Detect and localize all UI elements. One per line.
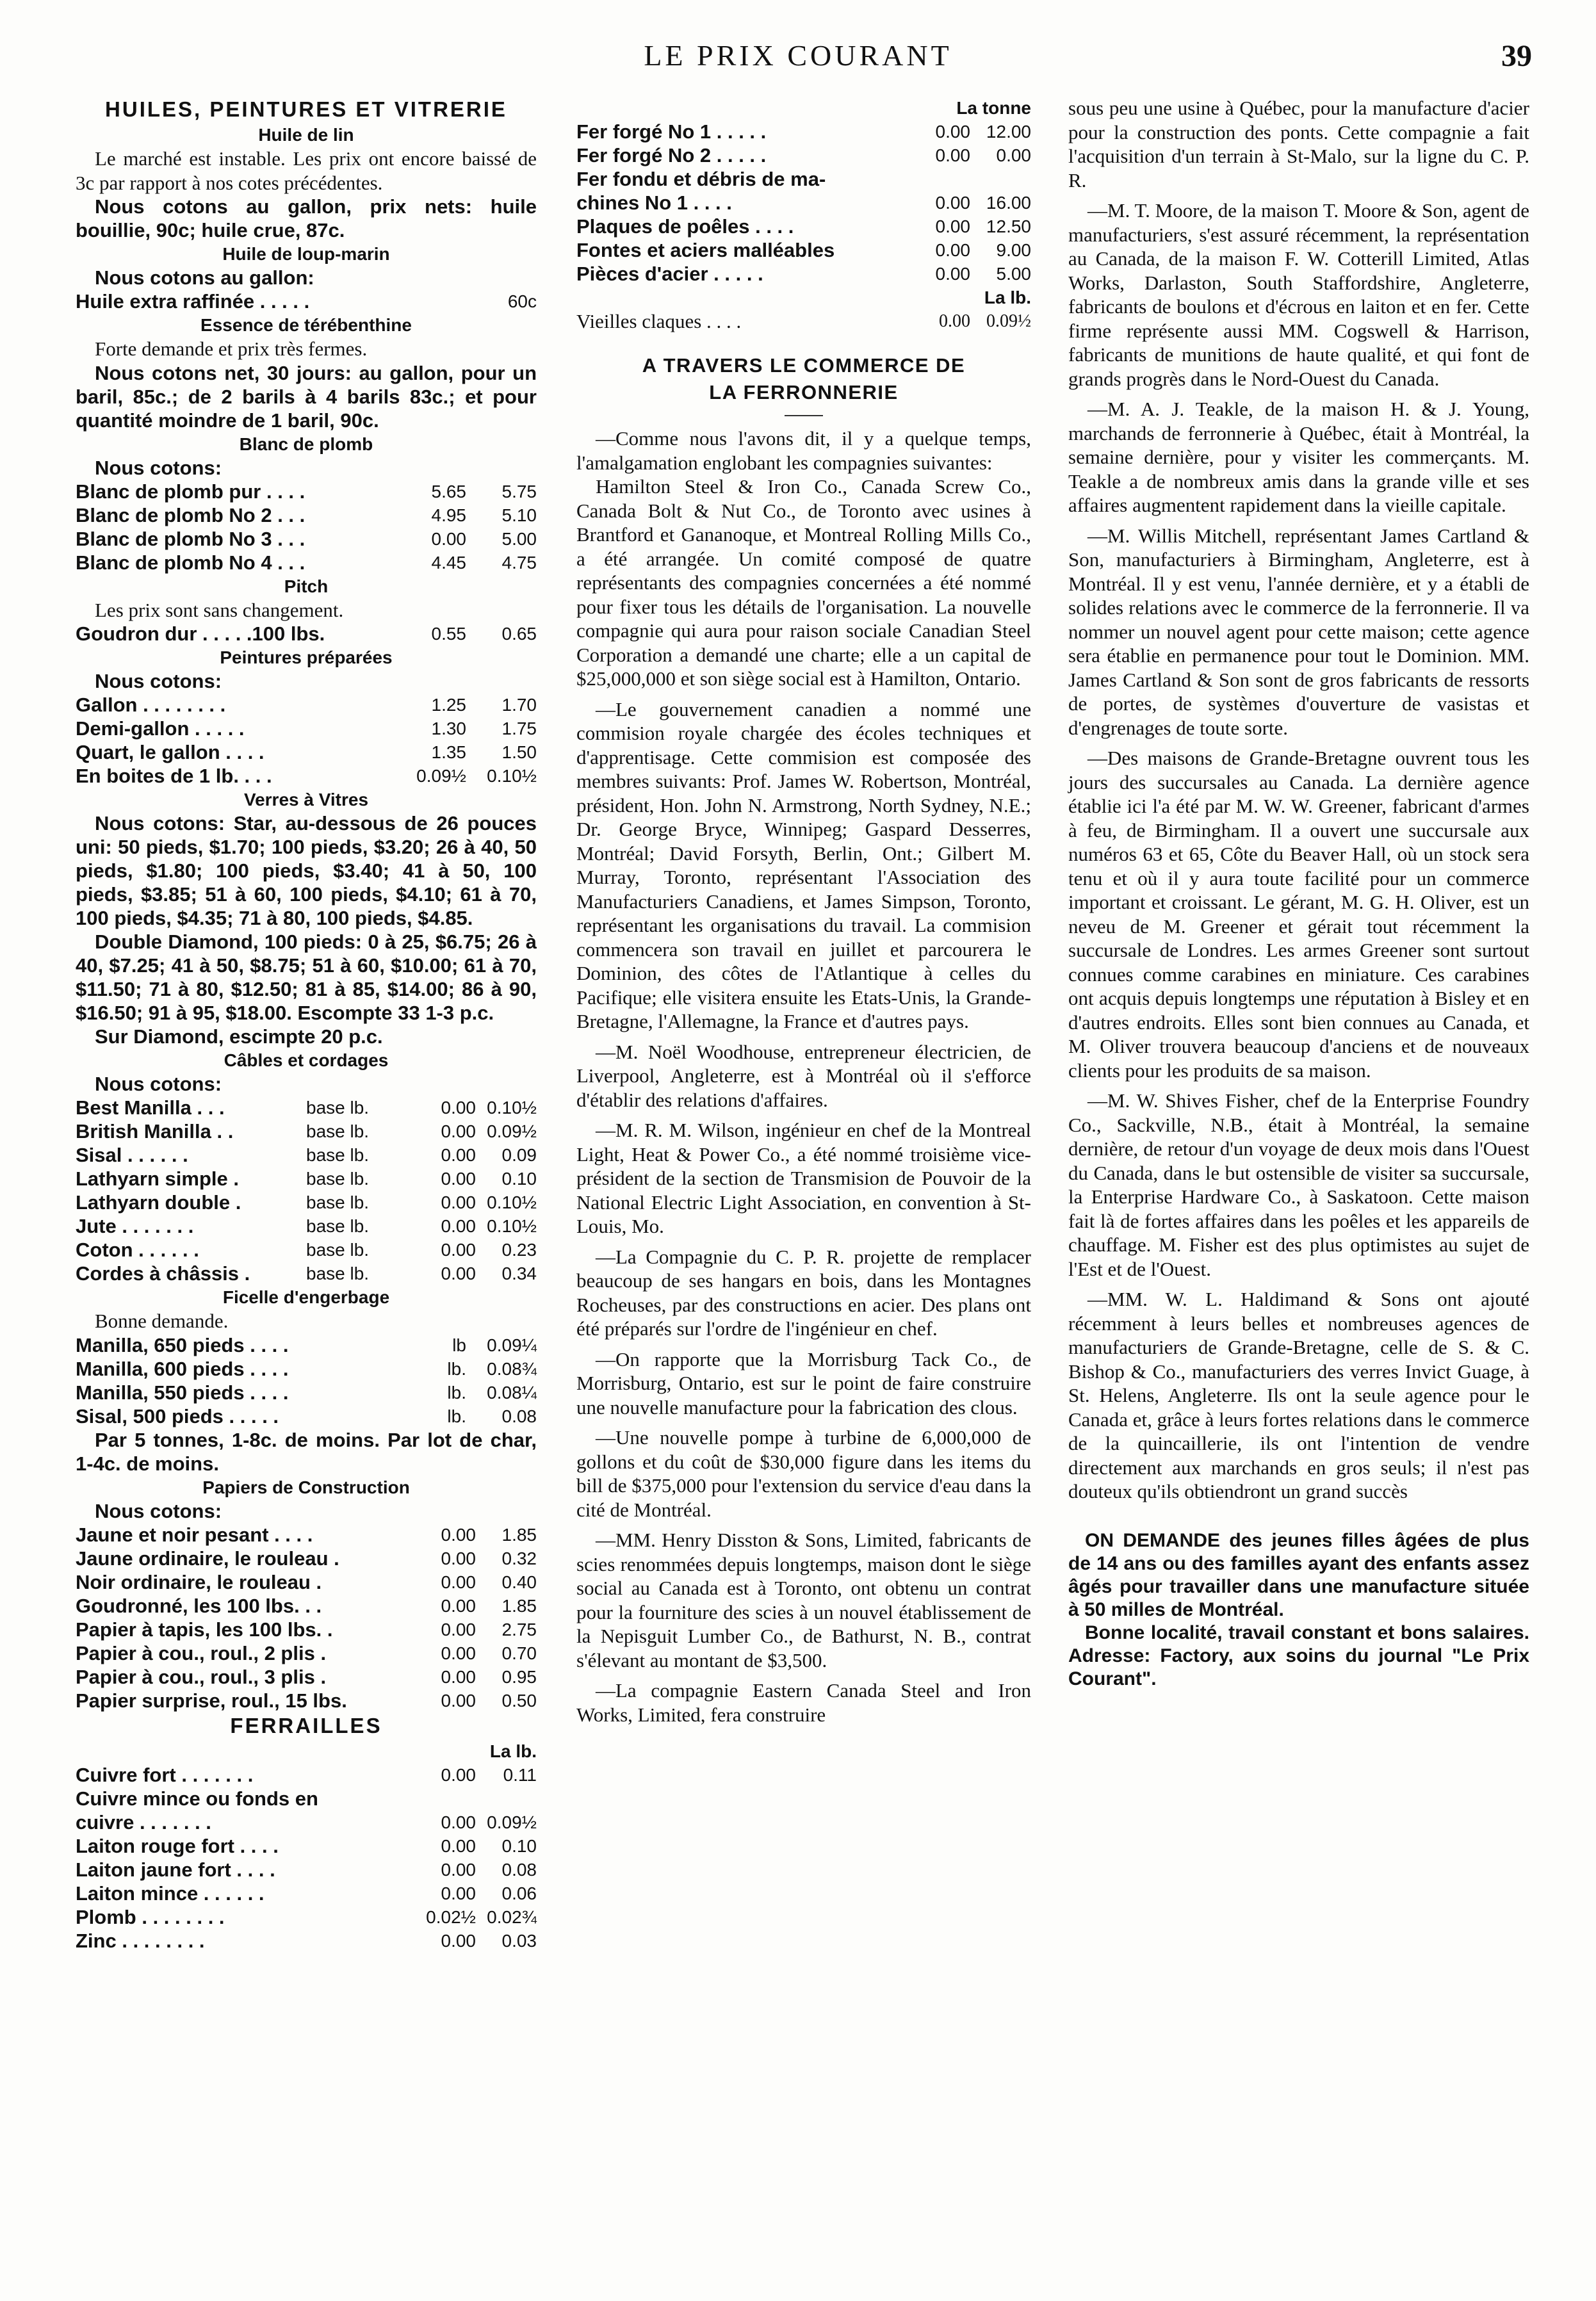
price-low: 0.00 — [441, 1835, 476, 1856]
price-low: 0.00 — [935, 193, 970, 213]
price-row — [76, 1523, 537, 1547]
price-high: 9.00 — [996, 240, 1031, 260]
price-value: 60c — [507, 291, 537, 311]
price-label: Manilla, 550 pieds . . . . — [76, 1381, 289, 1404]
price-low: 0.00 — [441, 1619, 476, 1639]
price-low: 0.00 — [441, 1548, 476, 1568]
article-paragraph: —La Compagnie du C. P. R. projette de remplacer beaucoup de ses hangars en bois, dans les Montagnes Rocheuses, par des constructions en acier. Des plans ont été préparés sur l'ordre de l'ingénieur en chef. — [576, 1245, 1031, 1340]
paragraph: Nous cotons: — [95, 1073, 222, 1095]
price-row — [76, 1357, 537, 1381]
subheading-ficelle: Ficelle d'engerbage — [222, 1287, 390, 1307]
unit-header: La tonne — [956, 98, 1031, 118]
column-1 — [76, 96, 537, 1953]
price-low: 0.00 — [935, 216, 970, 236]
price-row — [76, 289, 537, 313]
price-label: Fer forgé No 1 . . . . . — [576, 120, 767, 143]
price-low: 0.00 — [441, 1595, 476, 1616]
price-low: 4.95 — [431, 505, 466, 525]
price-high: 0.10½ — [487, 1216, 537, 1236]
price-row — [76, 717, 537, 740]
price-high: 0.08 — [501, 1859, 537, 1880]
subheading-huile-lin: Huile de lin — [258, 125, 354, 145]
price-row — [76, 740, 537, 764]
price-row — [76, 1905, 537, 1929]
paragraph: Nous cotons au gallon, prix nets: huile bouillie, 90c; huile crue, 87c. — [76, 195, 537, 241]
price-label: Demi-gallon . . . . . — [76, 717, 245, 740]
article-paragraph: —MM. Henry Disston & Sons, Limited, fabricants de scies renommées depuis longtemps, maison dont le siège social au Canada est à Toronto, ont obtenu un contrat pour la fourniture des scies à un nouvel établissement de la Nepisguit Lumber Co., de Bathurst, N. B., contrat s'élevant au montant de $3,500. — [576, 1529, 1031, 1671]
paragraph: Nous cotons au gallon: — [95, 266, 314, 289]
price-row — [76, 551, 537, 574]
price-label: Plomb . . . . . . . . — [76, 1905, 225, 1928]
price-high: 12.00 — [986, 122, 1031, 142]
article-paragraph: —M. T. Moore, de la maison T. Moore & Son, agent de manufacturiers, s'est assuré récemment, la représentation au Canada, de la maison F. W. Cotterill Limited, Atlas Works, Darlaston, South Staffordshire, Angleterre, fabricants de boulons et d'écrous en laiton et en fer. Cette firme représente aussi MM. Cogswell & Harrison, fabricants de munitions de haute qualité, et qui font de grands progrès dans le Nord-Ouest du Canada. — [1068, 199, 1529, 390]
price-high: 0.40 — [501, 1572, 537, 1592]
price-low: 1.35 — [431, 742, 466, 762]
paragraph: Nous cotons: — [95, 1499, 222, 1522]
price-label: Cordes à châssis . — [76, 1262, 250, 1285]
price-row — [76, 1191, 537, 1214]
divider — [785, 415, 823, 416]
price-low: 0.00 — [935, 122, 970, 142]
price-label: Fontes et aciers malléables — [576, 239, 835, 261]
price-high: 5.00 — [501, 528, 537, 549]
paragraph: Nous cotons: — [95, 456, 222, 479]
price-row — [576, 167, 1031, 191]
article-paragraph: —M. W. Shives Fisher, chef de la Enterprise Foundry Co., Sackville, N.B., était à Montréal, la semaine dernière, de retour d'un voyage de deux mois dans l'Ouest du Canada, dans le but ostensible de visiter sa succursale, la Enterprise Hardware Co., à Saskatoon. Cette maison fait là de fortes affaires dans les poêles et les appareils de chauffage. M. Fisher est des plus optimistes au sujet de l'Est et de l'Ouest. — [1068, 1089, 1529, 1280]
price-label: Fer forgé No 2 . . . . . — [576, 144, 767, 167]
price-low: 0.00 — [935, 145, 970, 165]
price-row — [76, 1882, 537, 1905]
price-high: 0.95 — [501, 1666, 537, 1687]
subheading-huile-loup-marin: Huile de loup-marin — [222, 244, 390, 264]
paragraph: Les prix sont sans changement. — [95, 598, 344, 621]
price-value: 0.08¾ — [487, 1358, 537, 1379]
price-row — [76, 527, 537, 551]
price-high: 16.00 — [986, 193, 1031, 213]
price-label: Best Manilla . . . — [76, 1096, 225, 1119]
price-high: 2.75 — [501, 1619, 537, 1639]
price-table-ferrailles — [76, 1763, 537, 1953]
classified-ad — [1068, 1529, 1529, 1691]
price-low: 0.00 — [441, 1264, 476, 1283]
price-high: 0.23 — [501, 1240, 537, 1260]
price-high: 12.50 — [986, 216, 1031, 236]
price-row — [576, 143, 1031, 167]
price-label: Laiton jaune fort . . . . — [76, 1858, 275, 1881]
price-label: Jaune ordinaire, le rouleau . — [76, 1547, 339, 1570]
price-unit: base lb. — [306, 1264, 370, 1283]
price-low: 0.00 — [441, 1121, 476, 1141]
price-high — [476, 1787, 537, 1810]
price-row — [76, 503, 537, 527]
price-high — [970, 167, 1031, 191]
price-row — [76, 1143, 537, 1167]
price-high: 0.10½ — [487, 1192, 537, 1212]
price-low: 0.00 — [441, 1192, 476, 1212]
price-table-ferrailles-tonne — [576, 120, 1031, 286]
article-paragraph: —M. Noël Woodhouse, entrepreneur électricien, de Liverpool, Angleterre, est à Montréal où il s'efforce d'établir des relations d'affaires. — [576, 1040, 1031, 1111]
price-high: 4.75 — [501, 552, 537, 573]
price-low: 1.25 — [431, 695, 466, 715]
price-low — [415, 1787, 476, 1810]
price-value: 0.09¼ — [487, 1335, 537, 1355]
paragraph: Sur Diamond, escimpte 20 p.c. — [95, 1025, 383, 1048]
article-paragraph: —M. R. M. Wilson, ingénieur en chef de la Montreal Light, Heat & Power Co., a été nommé troisième vice-président de la section de Transmision de Pouvoir de la National Electric Light Association, en convention à St-Louis, Mo. — [576, 1119, 1031, 1237]
price-low: 5.65 — [431, 481, 466, 501]
price-low: 0.00 — [441, 1216, 476, 1236]
price-row — [76, 1810, 537, 1834]
price-high: 0.65 — [501, 624, 537, 644]
price-low: 0.00 — [441, 1524, 476, 1545]
price-row — [76, 1618, 537, 1641]
price-label: chines No 1 . . . . — [576, 191, 732, 214]
paragraph: Nous cotons: Star, au-dessous de 26 pouces uni: 50 pieds, $1.70; 100 pieds, $3.20; 26 à 40, 50 pieds, $1.80; 100 pieds, $3.40; 41 à 50, 100 pieds, $3.85; 51 à 60, 100 pieds, $4.10; 61 à 70, 100 pieds, $4.35; 71 à 80, 100 pieds, $4.85. — [76, 812, 537, 929]
section-title-ferrailles: FERRAILLES — [230, 1713, 382, 1737]
paragraph: Forte demande et prix très fermes. — [95, 337, 368, 360]
article-paragraph: Hamilton Steel & Iron Co., Canada Screw Co., Canada Bolt & Nut Co., de Toronto avec usines à Brantford et Gananoque, et Montreal Rolling Mills Co., a été arrangée. Un comité composé de quatre représentants des compagnies concernées a été nommé pour fixer tous les détails de l'organisation. La nouvelle compagnie qui aura pour raison sociale Canadian Steel Corporation a demandé une charte; elle a un capital de $25,000,000 et son siège social est à Hamilton, Ontario. — [576, 475, 1031, 690]
price-row — [76, 764, 537, 788]
price-label: Plaques de poêles . . . . — [576, 215, 794, 238]
price-low: 0.00 — [431, 528, 466, 549]
price-label: Pièces d'acier . . . . . — [576, 263, 763, 285]
paragraph: Nous cotons net, 30 jours: au gallon, pour un baril, 85c.; de 2 barils à 4 barils 83c.; et pour quantité moindre de 1 baril, 90c. — [76, 361, 537, 432]
subheading-peintures: Peintures préparées — [220, 647, 393, 667]
price-low — [909, 167, 970, 191]
price-low: 0.00 — [441, 1764, 476, 1785]
price-row — [76, 1404, 537, 1428]
price-row — [76, 1238, 537, 1262]
price-row — [76, 1929, 537, 1953]
price-row — [76, 1119, 537, 1143]
price-high: 0.02¾ — [487, 1907, 537, 1927]
price-label: Papier surprise, roul., 15 lbs. — [76, 1689, 347, 1712]
price-row — [76, 1763, 537, 1787]
price-label: Noir ordinaire, le rouleau . — [76, 1570, 322, 1593]
price-table-ficelle — [76, 1333, 537, 1428]
price-high: 0.06 — [501, 1883, 537, 1903]
price-high: 0.50 — [501, 1690, 537, 1711]
price-low: 0.00 — [935, 264, 970, 284]
price-high: 0.03 — [501, 1930, 537, 1951]
price-unit: lb — [452, 1335, 466, 1355]
price-high: 0.70 — [501, 1643, 537, 1663]
article-paragraph: —M. A. J. Teakle, de la maison H. & J. Young, marchands de ferronnerie à Québec, était à Montréal, la semaine dernière, pour y visiter les commerçants. M. Teakle a de nombreux amis dans la grande ville et ses affaires augmentent rapidement dans la vieille capitale. — [1068, 398, 1529, 516]
price-low: 0.00 — [441, 1572, 476, 1592]
column-3 — [1068, 96, 1529, 1691]
price-label: Sisal . . . . . . — [76, 1144, 188, 1166]
paragraph: Le marché est instable. Les prix ont encore baissé de 3c par rapport à nos cotes précédentes. — [76, 147, 537, 194]
price-value: 0.08¼ — [487, 1382, 537, 1403]
unit-header: La lb. — [984, 288, 1031, 307]
price-unit: lb. — [447, 1382, 466, 1403]
price-unit: base lb. — [306, 1192, 370, 1212]
journal-title: LE PRIX COURANT — [644, 39, 952, 72]
price-high: 0.09½ — [487, 1812, 537, 1832]
price-low: 0.00 — [441, 1859, 476, 1880]
price-low: 0.55 — [431, 624, 466, 644]
price-label: British Manilla . . — [76, 1120, 234, 1142]
price-low: 0.00 — [441, 1690, 476, 1711]
price-low: 0.00 — [935, 240, 970, 260]
price-high: 0.00 — [996, 145, 1031, 165]
price-label: Goudron dur . . . . .100 lbs. — [76, 622, 325, 645]
price-low: 0.00 — [441, 1145, 476, 1165]
price-unit: base lb. — [306, 1216, 370, 1236]
unit-header: La lb. — [489, 1741, 537, 1761]
price-label: Laiton mince . . . . . . — [76, 1882, 265, 1905]
price-label: Fer fondu et débris de ma- — [576, 168, 826, 190]
price-high: 0.11 — [503, 1764, 537, 1785]
price-row — [576, 309, 1031, 333]
price-unit: base lb. — [306, 1145, 370, 1165]
paragraph: Double Diamond, 100 pieds: 0 à 25, $6.75; 26 à 40, $7.25; 41 à 50, $8.75; 51 à 60, $10.00; 61 à 70, $11.50; 71 à 80, $12.50; 81 à 85, $14.00; 86 à 90, $16.50; 91 à 95, $18.00. Escompte 33 1-3 p.c. — [76, 931, 537, 1024]
price-row — [76, 1641, 537, 1665]
article-paragraph: —La compagnie Eastern Canada Steel and Iron Works, Limited, fera construire — [576, 1679, 1031, 1726]
price-high: 1.85 — [501, 1595, 537, 1616]
price-label: Vieilles claques . . . . — [576, 310, 742, 332]
price-low: 0.00 — [441, 1930, 476, 1951]
article-paragraph: —Le gouvernement canadien a nommé une commision royale chargée des écoles techniques et d'apprentisage. Cette commision est composée des membres suivants: Prof. James W. Robertson, Montréal, président, Hon. John N. Armstrong, North Sydney, N.E.; Dr. George Bryce, Winnipeg; Gaspard Desserres, Montréal; David Forsyth, Berlin, Ont.; Gilbert M. Murray, Toronto, représentant l'Association des Manufacturiers Canadiens, et James Simpson, Toronto, représentant les organisations du travail. La commision commencera son travail en juillet et parcourera le Dominion, des côtes de l'Atlantique à celles du Pacifique; elle visitera ensuite les Etats-Unis, la Grande-Bretagne, l'Allemagne, la France et d'autres pays. — [576, 697, 1031, 1032]
price-row — [76, 1381, 537, 1404]
price-high: 1.50 — [501, 742, 537, 762]
price-high: 5.75 — [501, 481, 537, 501]
price-low: 0.02½ — [426, 1907, 476, 1927]
column-2 — [576, 96, 1031, 1727]
price-label: Manilla, 650 pieds . . . . — [76, 1333, 289, 1356]
price-label: Manilla, 600 pieds . . . . — [76, 1357, 289, 1380]
price-table-peintures — [76, 693, 537, 788]
price-low: 0.00 — [441, 1098, 476, 1118]
price-low: 0.00 — [441, 1812, 476, 1832]
subheading-verres: Verres à Vitres — [243, 790, 369, 809]
price-table-papiers — [76, 1523, 537, 1712]
price-row — [76, 1262, 537, 1285]
price-low: 0.00 — [441, 1169, 476, 1189]
article-paragraph: —Des maisons de Grande-Bretagne ouvrent tous les jours des succursales au Canada. La dernière agence établie ici l'a été par M. W. W. Greener, fabricant d'armes à feu, de Birmingham. Il a ouvert une succursale aux numéros 63 et 65, Côte du Beaver Hall, où un stock sera tenu et où il y aura toute facilité pour un commerce important et croissant. Le gérant, M. G. H. Oliver, est un neveu de M. Greener et gérait tout récemment la succursale de Londres. Les armes Greener sont surtout connues comme carabines en miniature. Ces carabines ont acquis depuis longtemps une réputation à Bisley et en d'autres endroits. Elles sont bien connues au Canada, et M. Oliver trouvera beaucoup d'anciens et de nouveaux clients pour les produits de sa maison. — [1068, 747, 1529, 1082]
price-table-blanc-plomb — [76, 480, 537, 574]
price-row — [576, 262, 1031, 286]
article-paragraph: —M. Willis Mitchell, représentant James Cartland & Son, manufacturiers à Birmingham, Angleterre, est à Montréal. Il y est venu, l'année dernière, et y a établi de solides relations avec le commerce de la ferronnerie. Il va nommer un nouvel agent pour cette maison; cette agence sera établie en permanence pour tout le Dominion. MM. James Cartland & Son sont de gros fabricants de ressorts de portes, de systèmes d'ouverture de vasistas et d'engrenages de toute sorte. — [1068, 524, 1529, 739]
price-label: Goudronné, les 100 lbs. . . — [76, 1594, 322, 1617]
price-high: 5.10 — [501, 505, 537, 525]
price-row — [76, 480, 537, 503]
price-label: Papier à cou., roul., 2 plis . — [76, 1641, 327, 1664]
ad-paragraph: ON DEMANDE des jeunes filles âgées de plus de 14 ans ou des familles ayant des enfants assez âgés pour travailler dans une manufacture située à 50 milles de Montréal. — [1068, 1529, 1529, 1620]
price-label: Cuivre fort . . . . . . . — [76, 1763, 254, 1786]
subheading-papiers: Papiers de Construction — [202, 1477, 410, 1497]
page-header — [0, 38, 1596, 83]
price-label: Laiton rouge fort . . . . — [76, 1834, 279, 1857]
section-title-huiles: HUILES, PEINTURES ET VITRERIE — [105, 97, 507, 121]
price-high: 0.10½ — [487, 766, 537, 786]
price-label: Jute . . . . . . . — [76, 1215, 194, 1237]
price-row — [76, 1665, 537, 1689]
price-row — [576, 191, 1031, 215]
price-label: Blanc de plomb No 3 . . . — [76, 527, 305, 550]
price-label: Blanc de plomb pur . . . . — [76, 480, 305, 503]
price-label: Lathyarn double . — [76, 1191, 241, 1214]
paragraph: Par 5 tonnes, 1-8c. de moins. Par lot de char, 1-4c. de moins. — [76, 1428, 537, 1475]
price-high: 0.10 — [501, 1835, 537, 1856]
price-low: 0.00 — [939, 311, 970, 331]
price-label: cuivre . . . . . . . — [76, 1810, 211, 1833]
price-row — [576, 238, 1031, 262]
price-table-cables — [76, 1096, 537, 1285]
price-label: Quart, le gallon . . . . — [76, 741, 265, 763]
price-unit: lb. — [447, 1358, 466, 1379]
price-label: En boites de 1 lb. . . . — [76, 765, 272, 787]
price-low: 4.45 — [431, 552, 466, 573]
price-row — [76, 1834, 537, 1858]
price-high: 1.70 — [501, 695, 537, 715]
section-title-ferronnerie: LA FERRONNERIE — [709, 381, 899, 403]
price-label: Gallon . . . . . . . . — [76, 694, 226, 716]
price-row — [76, 622, 537, 646]
price-high: 0.34 — [501, 1264, 537, 1283]
price-unit: base lb. — [306, 1121, 370, 1141]
price-row — [76, 1333, 537, 1357]
price-label: Cuivre mince ou fonds en — [76, 1787, 318, 1810]
section-title-travers: A TRAVERS LE COMMERCE DE — [642, 354, 966, 377]
price-label: Zinc . . . . . . . . — [76, 1929, 205, 1952]
price-unit: base lb. — [306, 1169, 370, 1189]
price-row — [76, 1858, 537, 1882]
price-row — [576, 215, 1031, 238]
price-label: Huile extra raffinée . . . . . — [76, 290, 310, 313]
price-label: Coton . . . . . . — [76, 1239, 199, 1261]
price-row — [76, 1787, 537, 1810]
price-high: 0.10½ — [487, 1098, 537, 1118]
price-label: Lathyarn simple . — [76, 1167, 239, 1190]
article-paragraph: —Une nouvelle pompe à turbine de 6,000,000 de gollons et du coût de $30,000 figure dans les items du bill de $375,000 pour l'extension du service d'eau dans la cité de Montréal. — [576, 1426, 1031, 1521]
subheading-pitch: Pitch — [284, 576, 329, 596]
price-label: Blanc de plomb No 4 . . . — [76, 551, 305, 574]
ad-paragraph: Bonne localité, travail constant et bons salaires. Adresse: Factory, aux soins du journal "Le Prix Courant". — [1068, 1622, 1529, 1689]
price-row — [76, 1594, 537, 1618]
price-row — [76, 1214, 537, 1238]
price-high: 0.32 — [501, 1548, 537, 1568]
price-high: 0.09 — [501, 1145, 537, 1165]
paragraph: Bonne demande. — [95, 1310, 229, 1332]
price-unit: base lb. — [306, 1098, 370, 1118]
price-high: 0.09½ — [487, 1121, 537, 1141]
price-high: 0.10 — [501, 1169, 537, 1189]
article-paragraph: —Comme nous l'avons dit, il y a quelque temps, l'amalgamation englobant les compagnies suivantes: — [576, 427, 1031, 474]
price-value: 0.08 — [501, 1406, 537, 1426]
price-low: 0.00 — [441, 1883, 476, 1903]
price-row — [76, 1570, 537, 1594]
price-high: 1.75 — [501, 719, 537, 738]
price-low: 0.00 — [441, 1643, 476, 1663]
price-label: Blanc de plomb No 2 . . . — [76, 503, 305, 526]
price-high: 5.00 — [996, 264, 1031, 284]
price-unit: lb. — [447, 1406, 466, 1426]
price-label: Papier à cou., roul., 3 plis . — [76, 1665, 327, 1688]
article-paragraph: sous peu une usine à Québec, pour la manufacture d'acier pour la construction des ponts. Cette compagnie a fait l'acquisition d'un terrain à St-Malo, sur la ligne du C. P. R. — [1068, 97, 1529, 191]
article-paragraph: —MM. W. L. Haldimand & Sons ont ajouté récemment à leurs belles et nombreuses agences de manufacturiers de Grande-Bretagne, celle de S. & C. Bishop & Co., manufacturiers des verres Invict Guage, à St. Helens, Angleterre. Ils ont la seule agence pour le Canada et, grâce à leurs fortes relations dans le commerce de la quincaillerie, ils ont l'intention de vendre directement aux marchands en gros seuls; il n'est pas douteux qu'ils obtiendront un grand succès — [1068, 1288, 1529, 1502]
price-label: Sisal, 500 pieds . . . . . — [76, 1404, 279, 1427]
subheading-cables: Câbles et cordages — [224, 1050, 389, 1070]
price-row — [576, 120, 1031, 143]
price-unit: base lb. — [306, 1240, 370, 1260]
price-row — [76, 693, 537, 717]
subheading-blanc-de-plomb: Blanc de plomb — [239, 434, 373, 454]
price-low: 0.09½ — [416, 766, 466, 786]
price-high: 1.85 — [501, 1524, 537, 1545]
price-low: 0.00 — [441, 1240, 476, 1260]
article-paragraph: —On rapporte que la Morrisburg Tack Co., de Morrisburg, Ontario, est sur le point de faire construire une nouvelle manufacture pour la fabrication des clous. — [576, 1347, 1031, 1419]
price-label: Papier à tapis, les 100 lbs. . — [76, 1618, 333, 1641]
price-row — [76, 1689, 537, 1712]
price-row — [76, 1547, 537, 1570]
subheading-terebenthine: Essence de térébenthine — [200, 315, 412, 335]
price-row — [76, 1096, 537, 1119]
price-row — [76, 1167, 537, 1191]
price-low: 0.00 — [441, 1666, 476, 1687]
page-number: 39 — [1501, 39, 1532, 73]
price-high: 0.09½ — [986, 311, 1031, 331]
price-low: 1.30 — [431, 719, 466, 738]
price-label: Jaune et noir pesant . . . . — [76, 1523, 313, 1546]
paragraph: Nous cotons: — [95, 670, 222, 692]
